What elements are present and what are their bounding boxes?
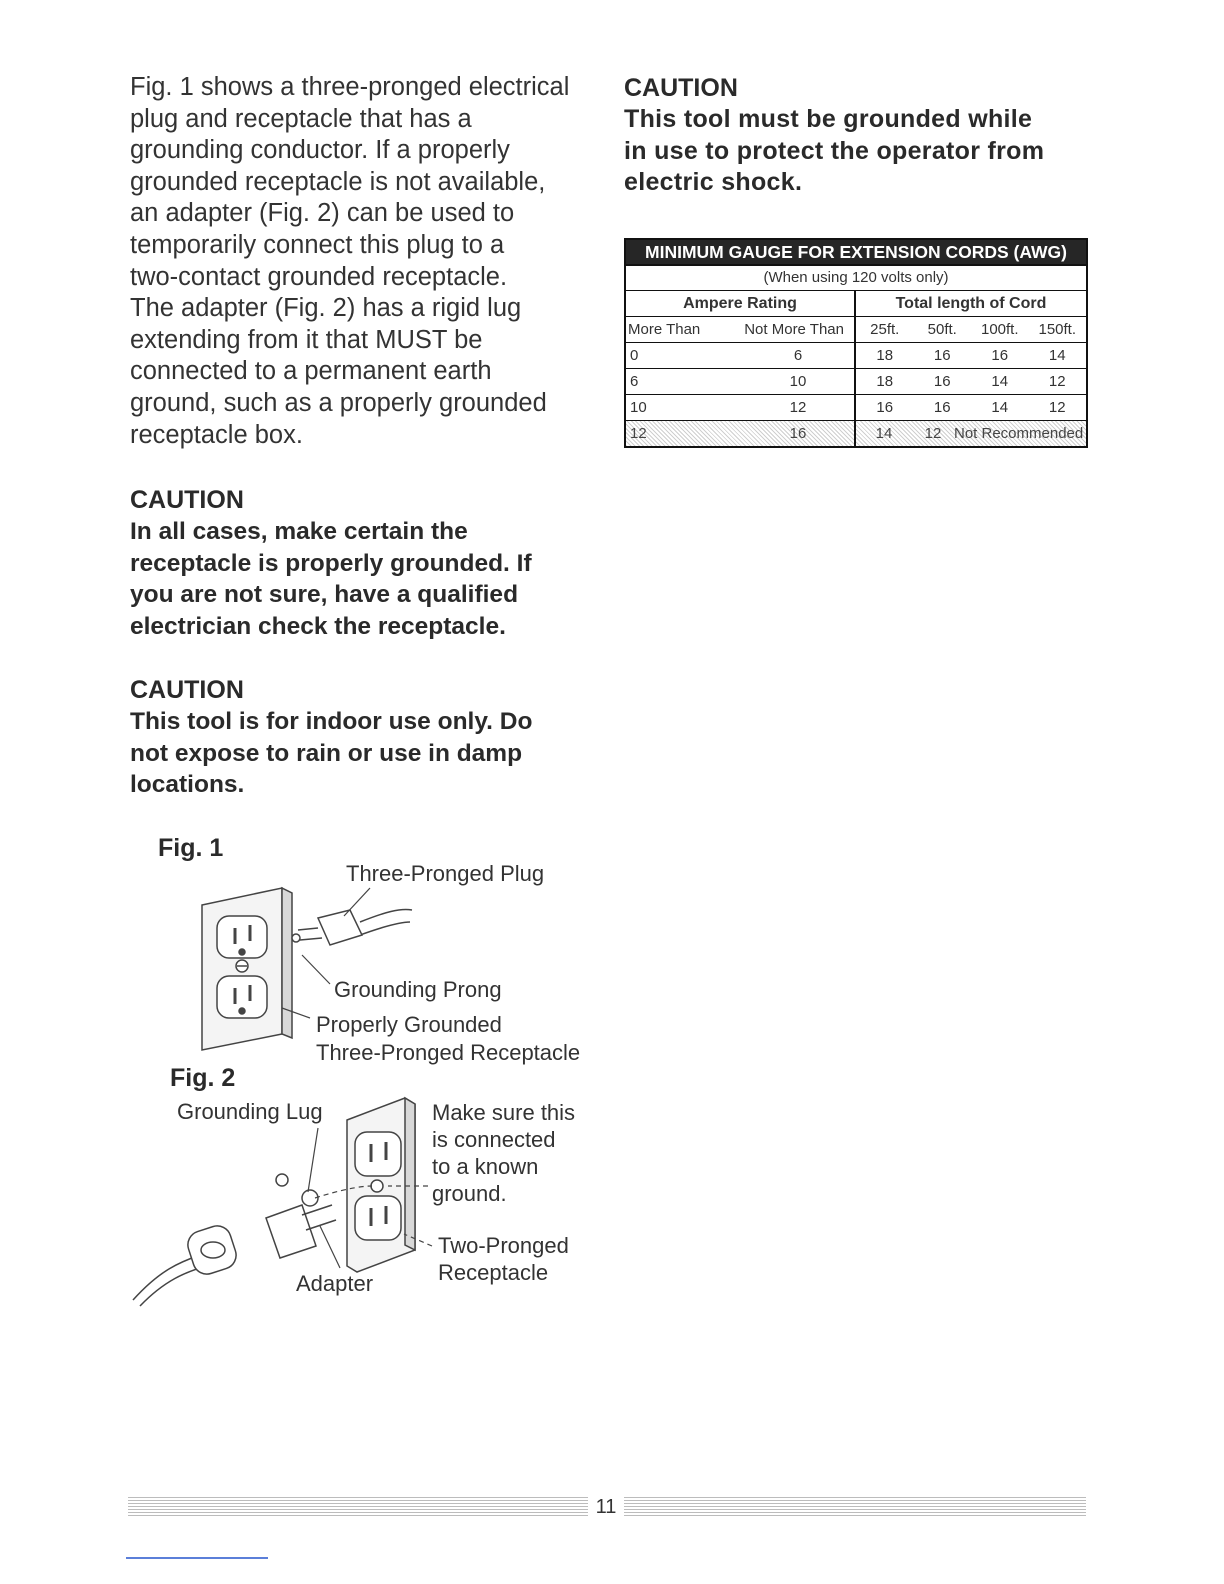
caution-title: CAUTION — [130, 676, 244, 704]
caution-title: CAUTION — [624, 74, 738, 102]
table-cell: 0 — [630, 347, 639, 364]
table-cell: 16 — [789, 425, 807, 442]
caution-line: not expose to rain or use in damp — [130, 739, 523, 767]
fig2-label: Fig. 2 — [170, 1064, 236, 1092]
bottom-rule — [126, 1557, 268, 1559]
table-cell: 16 — [933, 347, 951, 364]
table-cell: 14 — [1048, 347, 1066, 364]
footer-bar-right — [624, 1496, 1086, 1516]
caution-title: CAUTION — [130, 486, 244, 514]
table-cell: 14 — [875, 425, 893, 442]
table-cell: 14 — [991, 399, 1009, 416]
fig2-callout-make-sure: Make sure this — [432, 1100, 576, 1125]
three-pronged-receptacle-illustration — [202, 888, 292, 1050]
not-recommended-cell: Not Recommended — [954, 425, 1084, 442]
intro-line: grounded receptacle is not available, — [130, 167, 546, 196]
table-cell: 12 — [789, 399, 807, 416]
col-header: 25ft. — [870, 321, 900, 338]
fig2-callout-make-sure: to a known — [432, 1154, 539, 1179]
intro-line: Fig. 1 shows a three-pronged electrical — [130, 73, 570, 101]
three-pronged-plug-illustration — [292, 910, 412, 946]
caution-line: receptacle is properly grounded. If — [130, 549, 532, 577]
table-cell: 16 — [933, 373, 951, 390]
fig2-callout-lug: Grounding Lug — [177, 1099, 323, 1124]
caution-line: electrician check the receptacle. — [130, 612, 506, 640]
col-header: More Than — [628, 321, 701, 338]
table-cell: 16 — [933, 399, 951, 416]
intro-line: ground, such as a properly grounded — [130, 388, 547, 417]
caution-line: locations. — [130, 771, 245, 798]
intro-line: grounding conductor. If a properly — [130, 136, 510, 165]
intro-line: connected to a permanent earth — [130, 357, 492, 386]
fig2-callout-make-sure: is connected — [432, 1127, 556, 1152]
table-cell: 10 — [630, 399, 647, 416]
fig1-callout-receptacle: Properly Grounded — [316, 1012, 502, 1037]
intro-line: plug and receptacle that has a — [130, 104, 472, 133]
intro-line: extending from it that MUST be — [130, 325, 483, 354]
table-cell: 6 — [793, 347, 803, 364]
col-header: 50ft. — [927, 321, 957, 338]
intro-line: two-contact grounded receptacle. — [130, 262, 508, 291]
table-cell: 12 — [630, 425, 647, 442]
table-cell: 12 — [1048, 373, 1066, 390]
table-cell: 18 — [876, 373, 894, 390]
page-number: 11 — [595, 1496, 617, 1518]
table-cell: 10 — [789, 373, 807, 390]
caution-line: This tool is for indoor use only. Do — [130, 708, 533, 735]
table-cell: 12 — [924, 425, 942, 442]
caution-line: you are not sure, have a qualified — [130, 581, 519, 608]
two-pronged-receptacle-illustration — [347, 1098, 415, 1272]
ampere-rating-header: Ampere Rating — [683, 295, 797, 312]
table-subtitle: (When using 120 volts only) — [626, 266, 1086, 291]
fig1-callout-prong: Grounding Prong — [334, 977, 502, 1002]
intro-line: an adapter (Fig. 2) can be used to — [130, 199, 515, 228]
footer-bar-left — [128, 1496, 588, 1516]
table-cell: 12 — [1048, 399, 1066, 416]
cord-length-header: Total length of Cord — [895, 295, 1047, 312]
table-title: MINIMUM GAUGE FOR EXTENSION CORDS (AWG) — [626, 240, 1086, 266]
caution-line: in use to protect the operator from — [624, 136, 1045, 165]
fig2-callout-make-sure: ground. — [432, 1181, 507, 1206]
col-header: 100ft. — [980, 321, 1019, 338]
caution-line: electric shock. — [624, 168, 803, 196]
caution-line: In all cases, make certain the — [130, 518, 468, 545]
col-header: 150ft. — [1038, 321, 1077, 338]
table-cell: 16 — [991, 347, 1009, 364]
fig1-label: Fig. 1 — [158, 834, 224, 862]
intro-line: temporarily connect this plug to a — [130, 230, 505, 259]
fig2-callout-two-pronged: Receptacle — [438, 1260, 549, 1285]
fig1-callout-plug: Three-Pronged Plug — [346, 861, 545, 886]
fig2-callout-adapter: Adapter — [296, 1271, 374, 1296]
fig1-callout-receptacle: Three-Pronged Receptacle — [316, 1040, 581, 1065]
col-header: Not More Than — [744, 321, 844, 338]
table-cell: 16 — [876, 399, 894, 416]
intro-line: The adapter (Fig. 2) has a rigid lug — [130, 294, 522, 323]
table-cell: 6 — [630, 373, 639, 390]
table-cell: 14 — [991, 373, 1009, 390]
fig2-callout-two-pronged: Two-Pronged — [438, 1233, 569, 1258]
caution-line: This tool must be grounded while — [624, 105, 1033, 133]
intro-line: receptacle box. — [130, 420, 303, 449]
table-cell: 18 — [876, 347, 894, 364]
